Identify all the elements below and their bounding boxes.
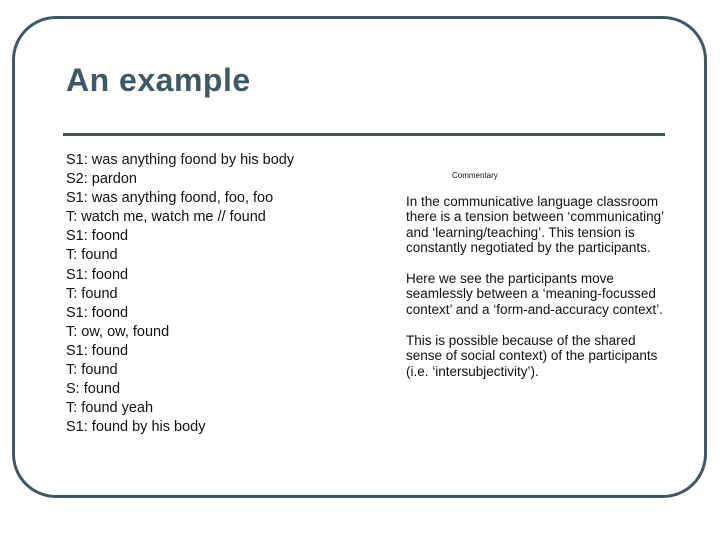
- dialogue-line: S1: was anything foond, foo, foo: [66, 190, 274, 207]
- title-divider: [63, 133, 665, 136]
- dialogue-line: S1: found: [66, 342, 129, 359]
- dialogue-line: T: watch me, watch me // found: [66, 209, 266, 226]
- dialogue-line: S1: was anything foond by his body: [66, 152, 295, 168]
- dialogue-line: S1: foond: [66, 228, 129, 245]
- dialogue-line: T: found: [66, 362, 118, 379]
- dialogue-line: T: found: [66, 247, 118, 264]
- dialogue-line: S1: foond: [66, 304, 129, 321]
- dialogue-line: S: found: [66, 381, 121, 398]
- dialogue-line: T: ow, ow, found: [66, 323, 170, 340]
- dialogue-line: T: found yeah: [66, 400, 154, 417]
- slide-title: An example: [66, 62, 251, 98]
- commentary-body: [406, 194, 668, 395]
- commentary-paragraph: This is possible because of the shared sense of social context) of the participants (i.e. ‘intersubjectivity’).: [406, 333, 658, 379]
- dialogue-line: S1: foond: [66, 266, 129, 283]
- commentary-paragraph: Here we see the participants move seamlessly between a ‘meaning-focussed context’ and a ‘form-and-accuracy context’.: [406, 271, 663, 317]
- dialogue-transcript: [66, 151, 294, 437]
- dialogue-line: T: found: [66, 285, 118, 302]
- dialogue-line: S1: found by his body: [66, 419, 206, 436]
- commentary-heading: Commentary: [452, 171, 498, 180]
- commentary-paragraph: In the communicative language classroom there is a tension between ‘communicating’ and ‘learning/teaching’. This tension is constantly negotiated by the participants.: [406, 194, 664, 255]
- dialogue-line: S2: pardon: [66, 171, 137, 188]
